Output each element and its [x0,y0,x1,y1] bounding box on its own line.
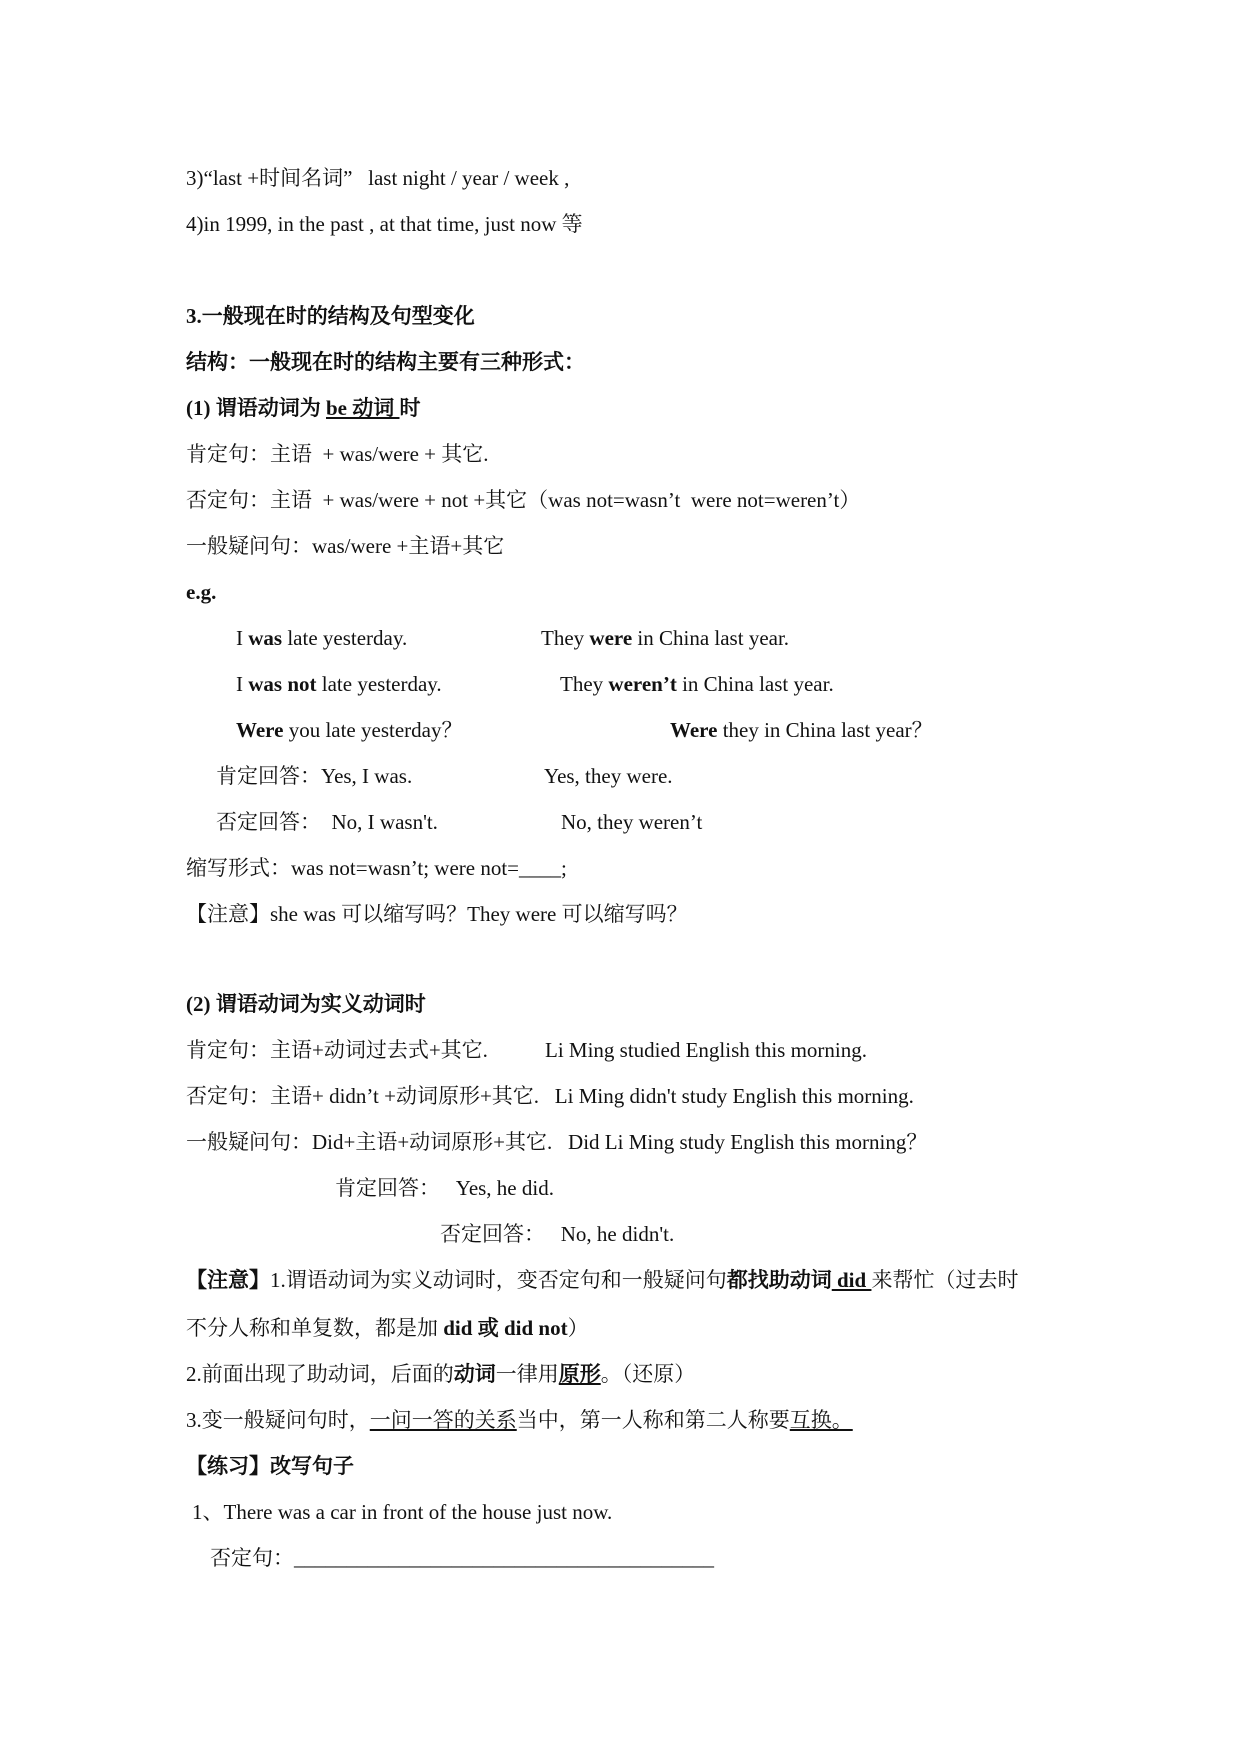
negative-answer-right: No, they weren’t [561,810,703,834]
part1-heading-keyword: be 动词 [326,396,400,420]
example-text: I [236,626,249,650]
note-text: ） [567,1316,589,1340]
time-expression-line-4: 4)in 1999, in the past , at that time, just now 等 [186,212,583,236]
example-2-right [560,670,834,698]
note-text: 来帮忙（过去时 [871,1268,1019,1292]
note-text: 2.前面出现了助动词，后面的 [186,1362,454,1386]
example-3-left [236,716,462,744]
practice-title: 【练习】改写句子 [186,1454,354,1478]
example-verb: were [589,626,633,650]
part1-question: 一般疑问句：was/were +主语+其它 [186,534,505,558]
negative-label: 否定句： [210,1546,294,1570]
example-text: late yesterday. [282,626,408,650]
note-text: 。（还原） [600,1362,696,1386]
part2-affirmative-example: Li Ming studied English this morning. [545,1038,868,1062]
example-verb: weren’t [608,672,677,696]
part2-positive-answer: 肯定回答： Yes, he did. [335,1176,554,1200]
section-title: 3.一般现在时的结构及句型变化 [186,304,475,328]
example-1-right [541,624,789,652]
part2-negative-answer: 否定回答： No, he didn't. [440,1222,675,1246]
time-expression-line-3: 3)“last +时间名词” last night / year / week , [186,166,570,190]
example-text: in China last year. [676,672,834,696]
note-3 [186,1406,853,1434]
part1-heading-suffix: 时 [399,396,421,420]
note-1 [186,1266,1018,1294]
example-verb: was not [248,672,317,696]
example-text: you late yesterday？ [283,718,463,742]
note-emphasis: 动词 [453,1362,496,1386]
example-verb: Were [670,718,718,742]
note-text: 1.谓语动词为实义动词时，变否定句和一般疑问句 [270,1268,727,1292]
note-1-continued [186,1314,589,1342]
example-label: e.g. [186,580,217,604]
note-underlined: 一问一答的关系 [369,1408,517,1432]
part1-affirmative: 肯定句：主语 + was/were + 其它. [186,442,489,466]
part1-note: 【注意】she was 可以缩写吗？They were 可以缩写吗？ [186,902,688,926]
part2-affirmative: 肯定句：主语+动词过去式+其它. [186,1038,488,1062]
note-emphasis: did 或 did not [443,1316,568,1340]
example-2-left [236,670,442,698]
note-text: 当中，第一人称和第二人称要 [516,1408,790,1432]
note-keyword: 原形 [558,1362,601,1386]
positive-answer-left: 肯定回答：Yes, I was. [216,764,413,788]
part2-heading: (2) 谓语动词为实义动词时 [186,992,426,1016]
part1-heading-prefix: (1) 谓语动词为 [186,396,326,420]
negative-answer-left: 否定回答： No, I wasn't. [216,810,438,834]
part1-negative: 否定句：主语 + was/were + not +其它（was not=wasn’t were not=weren’t） [186,488,861,512]
example-text: I [236,672,249,696]
answer-blank[interactable]: ________________________________________ [294,1546,714,1570]
note-text: 一律用 [495,1362,559,1386]
practice-answer-line [210,1544,714,1572]
note-text: 3.变一般疑问句时， [186,1408,370,1432]
note-underlined: 互换。 [789,1408,853,1432]
contraction-form: 缩写形式：was not=wasn’t; were not=____; [186,856,567,880]
example-verb: was [248,626,283,650]
example-text: they in China last year？ [717,718,933,742]
note-text: 不分人称和单复数，都是加 [186,1316,444,1340]
example-text: in China last year. [632,626,790,650]
part1-heading [186,394,421,422]
structure-intro: 结构：一般现在时的结构主要有三种形式： [186,350,585,374]
note-label: 【注意】 [186,1268,270,1292]
note-emphasis: 都找助动词 [726,1268,832,1292]
part2-negative: 否定句：主语+ didn’t +动词原形+其它. Li Ming didn't study English this morning. [186,1084,914,1108]
example-verb: Were [236,718,284,742]
note-keyword: did [831,1268,872,1292]
example-text: late yesterday. [316,672,442,696]
positive-answer-right: Yes, they were. [544,764,673,788]
example-text: They [541,626,590,650]
part2-question: 一般疑问句：Did+主语+动词原形+其它. Did Li Ming study English this morning？ [186,1130,928,1154]
example-text: They [560,672,609,696]
note-2 [186,1360,695,1388]
example-1-left [236,624,407,652]
practice-question-1: 1、There was a car in front of the house just now. [192,1500,613,1524]
example-3-right [670,716,933,744]
